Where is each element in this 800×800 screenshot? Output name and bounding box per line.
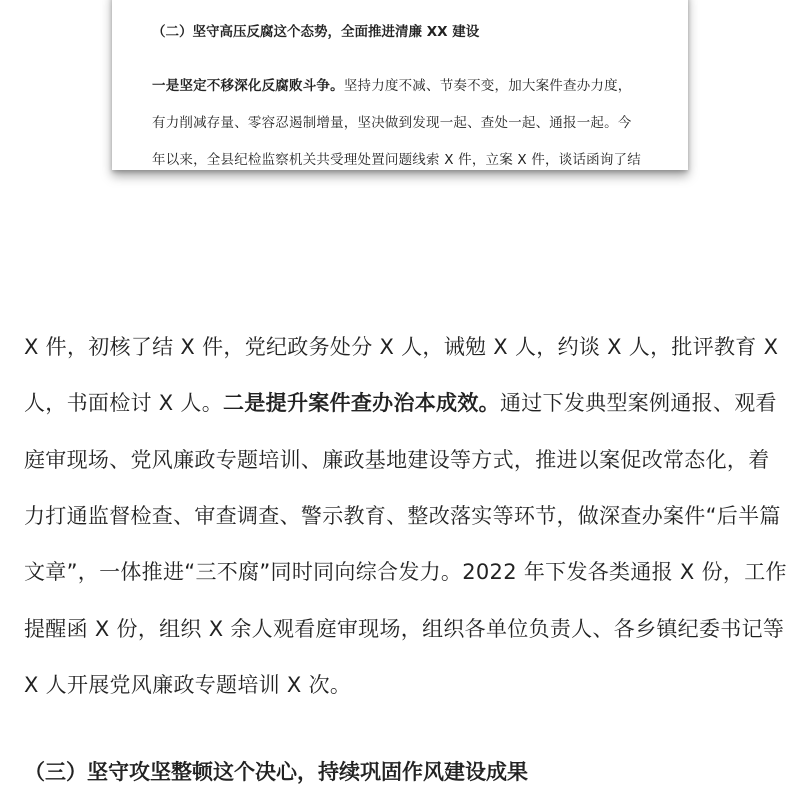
text: X 件，初核了结 X 件，党纪政务处分 X 人，诫勉 X 人，约谈 X 人，批评教育 X [24,335,779,359]
text: 通过下发典型案例通报、观看 [499,391,777,416]
bold-text: 一是坚定不移深化反腐败斗争。 [152,78,344,94]
paragraph-line [24,669,351,699]
paragraph-line [24,613,784,643]
text: 提醒函 X 份，组织 X 余人观看庭审现场，组织各单位负责人、各乡镇纪委书记等 [24,616,785,641]
text: 庭审现场、党风廉政专题培训、廉政基地建设等方式，推进以案促改常态化，着 [24,447,770,472]
card-heading: （二）坚守高压反腐这个态势，全面推进清廉 XX 建设 [152,24,480,40]
text: 有力削减存量、零容忍遏制增量，坚决做到发现一起、查处一起、通报一起。今 [152,115,632,131]
bold-text: 二是提升案件查办治本成效。 [223,391,500,416]
text: X 人开展党风廉政专题培训 X 次。 [24,672,352,697]
document-preview-card [112,0,688,170]
paragraph-line [152,148,641,168]
text: 文章”，一体推进“三不腐”同时同向综合发力。2022 年下发各类通报 X 份，工作 [24,560,787,585]
text: 人，书面检讨 X 人。 [24,391,224,416]
paragraph-line [24,500,781,530]
paragraph-line [24,556,787,586]
paragraph-line [152,74,632,94]
paragraph-line [24,387,777,417]
text: 力打通监督检查、审查调查、警示教育、整改落实等环节，做深查办案件“后半篇 [24,503,781,528]
text: 坚持力度不减、节奏不变，加大案件查办力度， [343,78,632,94]
paragraph-line [152,111,632,131]
text: 年以来，全县纪检监察机关共受理处置问题线索 X 件，立案 X 件，谈话函询了结 [152,152,641,168]
section-heading: （三）坚守攻坚整顿这个决心，持续巩固作风建设成果 [24,760,528,784]
paragraph-line [24,444,770,474]
paragraph-line [24,331,778,361]
